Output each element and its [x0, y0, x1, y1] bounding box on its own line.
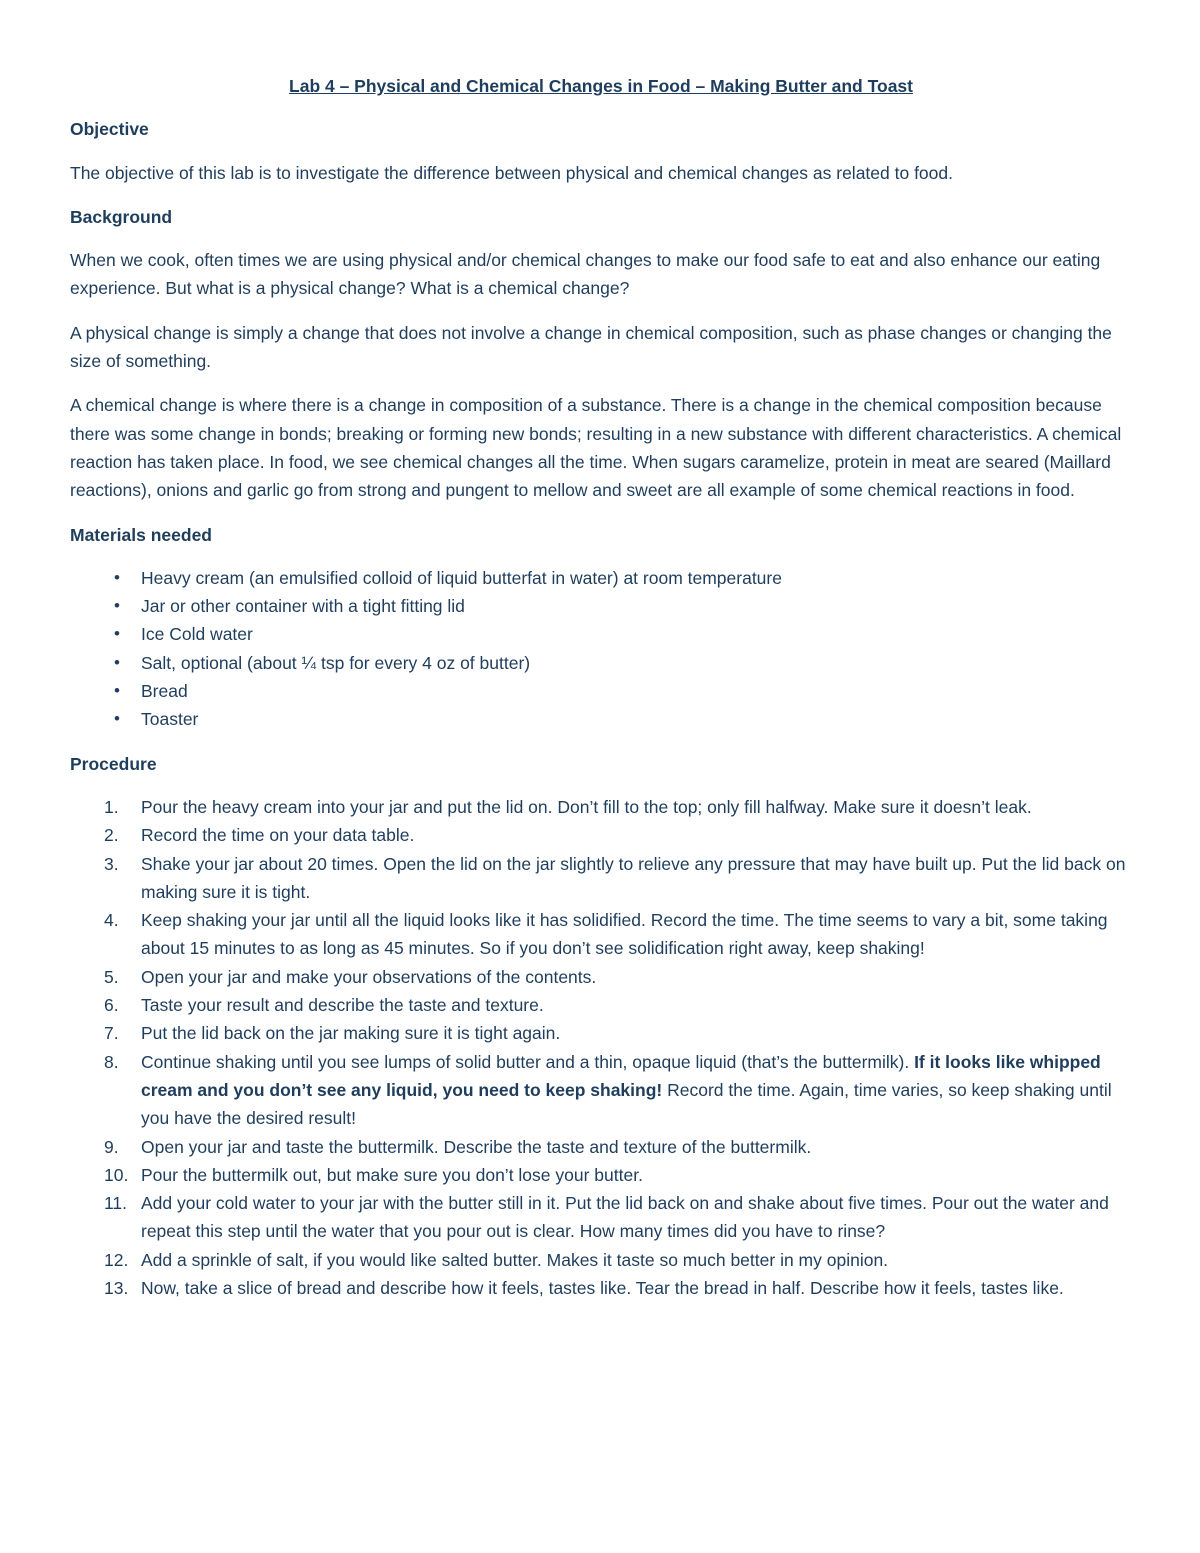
step-number: 12.	[104, 1249, 129, 1270]
materials-item-text: Toaster	[141, 709, 199, 730]
materials-item	[70, 564, 1132, 592]
background-paragraph: When we cook, often times we are using physical and/or chemical changes to make our food safe to eat and also enhance our eating experience. But what is a physical change? What is a chemical change?	[70, 250, 1101, 299]
step-number: 3.	[104, 853, 119, 874]
step-number: 10.	[104, 1164, 129, 1185]
procedure-step	[70, 963, 1132, 991]
procedure-step	[70, 850, 1132, 907]
procedure-step	[70, 1133, 1132, 1161]
procedure-list	[70, 793, 1132, 1302]
bullet-icon: •	[114, 652, 120, 672]
materials-item	[70, 649, 1132, 677]
background-heading: Background	[70, 206, 173, 227]
procedure-step	[70, 1048, 1132, 1133]
objective-text: The objective of this lab is to investigate the difference between physical and chemical changes as related to food.	[70, 162, 953, 183]
materials-item-text: Heavy cream (an emulsified colloid of liquid butterfat in water) at room temperature	[141, 567, 782, 588]
step-text: Continue shaking until you see lumps of solid butter and a thin, opaque liquid (that’s the buttermilk).	[141, 1051, 915, 1072]
step-text: Taste your result and describe the taste and texture.	[141, 995, 544, 1016]
materials-heading: Materials needed	[70, 524, 212, 545]
step-text: Add your cold water to your jar with the butter still in it. Put the lid back on and shake about five times. Pour out the water and repeat this step until the water that you pour out is clear. How many times did you have to rinse?	[141, 1193, 1109, 1242]
step-text: Open your jar and make your observations of the contents.	[141, 966, 597, 987]
procedure-step	[70, 906, 1132, 963]
materials-item-text: Ice Cold water	[141, 624, 253, 645]
step-number: 5.	[104, 966, 119, 987]
bullet-icon: •	[114, 596, 120, 616]
procedure-step	[70, 1019, 1132, 1047]
materials-item	[70, 677, 1132, 705]
step-text: Add a sprinkle of salt, if you would like salted butter. Makes it taste so much better in my opinion.	[141, 1249, 889, 1270]
materials-item	[70, 620, 1132, 648]
materials-item	[70, 592, 1132, 620]
step-number: 2.	[104, 825, 119, 846]
materials-item-text: Salt, optional (about ¼ tsp for every 4 oz of butter)	[141, 652, 531, 673]
step-text: Shake your jar about 20 times. Open the lid on the jar slightly to relieve any pressure that may have built up. Put the lid back on making sure it is tight.	[141, 853, 1126, 902]
procedure-step	[70, 821, 1132, 849]
step-number: 9.	[104, 1136, 119, 1157]
step-number: 13.	[104, 1277, 129, 1298]
step-text: Now, take a slice of bread and describe how it feels, tastes like. Tear the bread in half. Describe how it feels, tastes like.	[141, 1277, 1064, 1298]
document-page	[70, 72, 1132, 1302]
step-number: 7.	[104, 1023, 119, 1044]
step-number: 8.	[104, 1051, 119, 1072]
procedure-step	[70, 793, 1132, 821]
materials-item	[70, 705, 1132, 733]
step-text: Pour the heavy cream into your jar and put the lid on. Don’t fill to the top; only fill halfway. Make sure it doesn’t leak.	[141, 796, 1032, 817]
step-text: Open your jar and taste the buttermilk. Describe the taste and texture of the buttermilk.	[141, 1136, 812, 1157]
materials-list	[70, 564, 1132, 734]
step-number: 11.	[104, 1193, 128, 1214]
step-number: 6.	[104, 995, 119, 1016]
bullet-icon: •	[114, 567, 120, 587]
background-paragraph: A physical change is simply a change that does not involve a change in chemical composition, such as phase changes or changing the size of something.	[70, 322, 1112, 372]
step-text-emphasis: If it looks like whipped cream and you don’t see any liquid, you need to keep shaking!	[141, 1051, 1101, 1100]
bullet-icon: •	[114, 709, 120, 729]
step-number: 1.	[104, 796, 119, 817]
procedure-step	[70, 1161, 1132, 1189]
procedure-step	[70, 1274, 1132, 1302]
materials-item-text: Bread	[141, 681, 188, 702]
procedure-heading: Procedure	[70, 753, 157, 774]
step-text: Record the time. Again, time varies, so keep shaking until you have the desired result!	[141, 1079, 1112, 1129]
procedure-step	[70, 1246, 1132, 1274]
step-text: Keep shaking your jar until all the liquid looks like it has solidified. Record the time. The time seems to vary a bit, some taking about 15 minutes to as long as 45 minutes. So if you don’t see solidification right away, keep shaking!	[141, 910, 1108, 959]
materials-item-text: Jar or other container with a tight fitting lid	[141, 596, 465, 617]
procedure-step	[70, 991, 1132, 1019]
step-text: Put the lid back on the jar making sure it is tight again.	[141, 1023, 561, 1044]
bullet-icon: •	[114, 681, 120, 701]
step-text: Record the time on your data table.	[141, 825, 415, 846]
step-text: Pour the buttermilk out, but make sure you don’t lose your butter.	[141, 1164, 643, 1185]
objective-heading: Objective	[70, 119, 149, 140]
bullet-icon: •	[114, 624, 120, 644]
background-paragraph: A chemical change is where there is a change in composition of a substance. There is a change in the chemical composition because there was some change in bonds; breaking or forming new bonds; resulting in a new substance with different characteristics. A chemical reaction has taken place. In food, we see chemical changes all the time. When sugars caramelize, protein in meat are seared (Maillard reactions), onions and garlic go from strong and pungent to mellow and sweet are all example of some chemical reactions in food.	[70, 395, 1122, 501]
document-title: Lab 4 – Physical and Chemical Changes in Food – Making Butter and Toast	[289, 76, 913, 96]
procedure-step	[70, 1189, 1132, 1246]
step-number: 4.	[104, 910, 119, 931]
